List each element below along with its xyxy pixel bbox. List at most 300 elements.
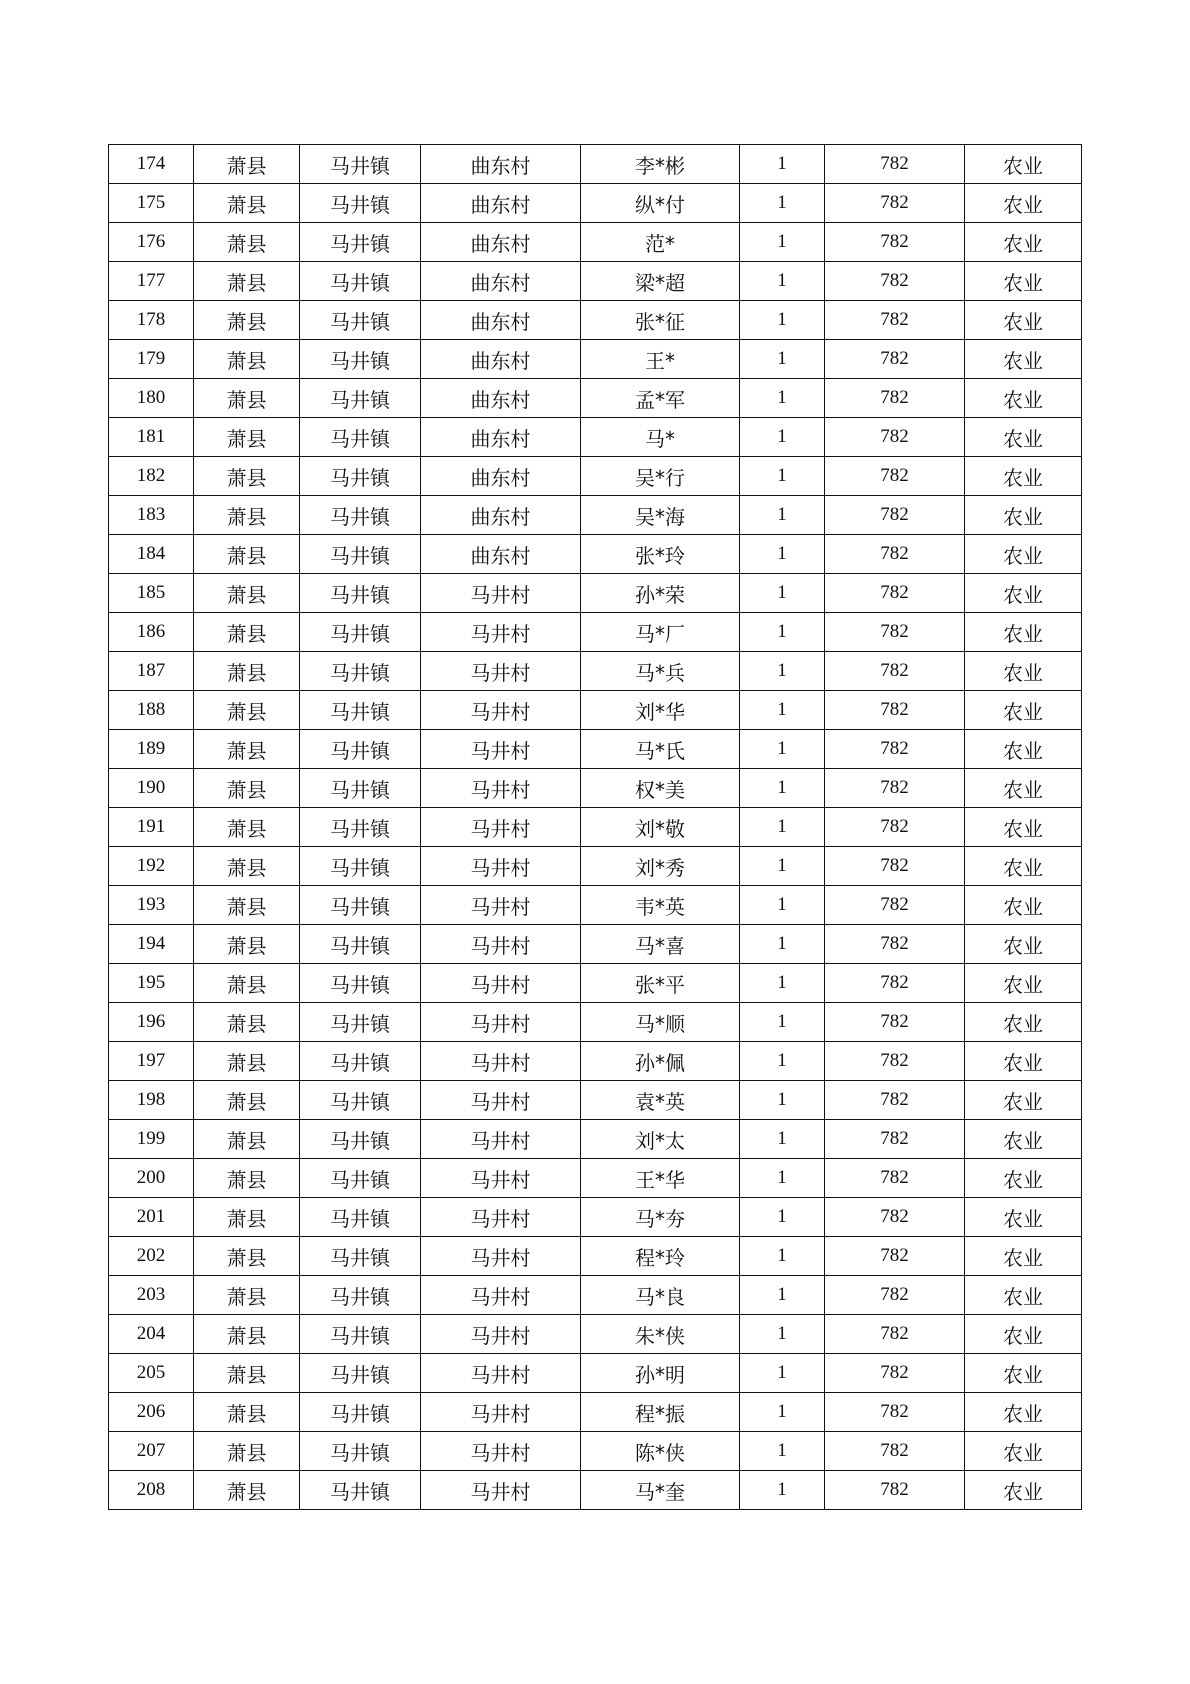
village-cell: 曲东村 bbox=[421, 145, 581, 184]
count-cell: 1 bbox=[740, 691, 825, 730]
name-cell: 朱*侠 bbox=[581, 1315, 740, 1354]
town-cell: 马井镇 bbox=[300, 1315, 421, 1354]
seq-cell: 181 bbox=[109, 418, 194, 457]
name-cell: 程*振 bbox=[581, 1393, 740, 1432]
table-row bbox=[109, 1315, 1082, 1354]
town-cell: 马井镇 bbox=[300, 730, 421, 769]
county-cell: 萧县 bbox=[194, 1432, 300, 1471]
count-cell: 1 bbox=[740, 457, 825, 496]
village-cell: 马井村 bbox=[421, 964, 581, 1003]
category-cell: 农业 bbox=[965, 652, 1082, 691]
name-cell: 马*喜 bbox=[581, 925, 740, 964]
name-cell: 马*氏 bbox=[581, 730, 740, 769]
table-row bbox=[109, 808, 1082, 847]
town-cell: 马井镇 bbox=[300, 1471, 421, 1510]
category-cell: 农业 bbox=[965, 847, 1082, 886]
amount-cell: 782 bbox=[825, 1315, 965, 1354]
count-cell: 1 bbox=[740, 1003, 825, 1042]
county-cell: 萧县 bbox=[194, 1471, 300, 1510]
category-cell: 农业 bbox=[965, 1432, 1082, 1471]
count-cell: 1 bbox=[740, 847, 825, 886]
count-cell: 1 bbox=[740, 223, 825, 262]
town-cell: 马井镇 bbox=[300, 652, 421, 691]
village-cell: 马井村 bbox=[421, 808, 581, 847]
table-row bbox=[109, 1471, 1082, 1510]
seq-cell: 185 bbox=[109, 574, 194, 613]
table-row bbox=[109, 574, 1082, 613]
county-cell: 萧县 bbox=[194, 457, 300, 496]
county-cell: 萧县 bbox=[194, 847, 300, 886]
count-cell: 1 bbox=[740, 1120, 825, 1159]
village-cell: 马井村 bbox=[421, 1003, 581, 1042]
village-cell: 马井村 bbox=[421, 1276, 581, 1315]
seq-cell: 189 bbox=[109, 730, 194, 769]
village-cell: 马井村 bbox=[421, 769, 581, 808]
county-cell: 萧县 bbox=[194, 730, 300, 769]
village-cell: 曲东村 bbox=[421, 418, 581, 457]
town-cell: 马井镇 bbox=[300, 1432, 421, 1471]
village-cell: 马井村 bbox=[421, 886, 581, 925]
count-cell: 1 bbox=[740, 1237, 825, 1276]
seq-cell: 183 bbox=[109, 496, 194, 535]
village-cell: 马井村 bbox=[421, 574, 581, 613]
table-row bbox=[109, 457, 1082, 496]
table-row bbox=[109, 886, 1082, 925]
village-cell: 马井村 bbox=[421, 1315, 581, 1354]
village-cell: 马井村 bbox=[421, 652, 581, 691]
county-cell: 萧县 bbox=[194, 1198, 300, 1237]
amount-cell: 782 bbox=[825, 730, 965, 769]
table-row bbox=[109, 964, 1082, 1003]
table-row bbox=[109, 1081, 1082, 1120]
category-cell: 农业 bbox=[965, 418, 1082, 457]
town-cell: 马井镇 bbox=[300, 301, 421, 340]
table-row bbox=[109, 1198, 1082, 1237]
category-cell: 农业 bbox=[965, 1276, 1082, 1315]
county-cell: 萧县 bbox=[194, 964, 300, 1003]
name-cell: 韦*英 bbox=[581, 886, 740, 925]
count-cell: 1 bbox=[740, 535, 825, 574]
county-cell: 萧县 bbox=[194, 925, 300, 964]
name-cell: 权*美 bbox=[581, 769, 740, 808]
table-row bbox=[109, 1159, 1082, 1198]
amount-cell: 782 bbox=[825, 379, 965, 418]
town-cell: 马井镇 bbox=[300, 379, 421, 418]
table-row bbox=[109, 769, 1082, 808]
town-cell: 马井镇 bbox=[300, 457, 421, 496]
count-cell: 1 bbox=[740, 1354, 825, 1393]
table-row bbox=[109, 730, 1082, 769]
table-row bbox=[109, 340, 1082, 379]
category-cell: 农业 bbox=[965, 184, 1082, 223]
amount-cell: 782 bbox=[825, 223, 965, 262]
village-cell: 马井村 bbox=[421, 1237, 581, 1276]
seq-cell: 195 bbox=[109, 964, 194, 1003]
county-cell: 萧县 bbox=[194, 262, 300, 301]
county-cell: 萧县 bbox=[194, 691, 300, 730]
amount-cell: 782 bbox=[825, 1042, 965, 1081]
town-cell: 马井镇 bbox=[300, 769, 421, 808]
name-cell: 刘*华 bbox=[581, 691, 740, 730]
town-cell: 马井镇 bbox=[300, 808, 421, 847]
amount-cell: 782 bbox=[825, 1159, 965, 1198]
village-cell: 曲东村 bbox=[421, 223, 581, 262]
village-cell: 曲东村 bbox=[421, 301, 581, 340]
name-cell: 王* bbox=[581, 340, 740, 379]
town-cell: 马井镇 bbox=[300, 1237, 421, 1276]
town-cell: 马井镇 bbox=[300, 1354, 421, 1393]
table-row bbox=[109, 262, 1082, 301]
seq-cell: 186 bbox=[109, 613, 194, 652]
county-cell: 萧县 bbox=[194, 340, 300, 379]
count-cell: 1 bbox=[740, 262, 825, 301]
amount-cell: 782 bbox=[825, 184, 965, 223]
table-row bbox=[109, 1042, 1082, 1081]
seq-cell: 179 bbox=[109, 340, 194, 379]
name-cell: 马*夯 bbox=[581, 1198, 740, 1237]
town-cell: 马井镇 bbox=[300, 964, 421, 1003]
county-cell: 萧县 bbox=[194, 418, 300, 457]
village-cell: 曲东村 bbox=[421, 340, 581, 379]
village-cell: 曲东村 bbox=[421, 262, 581, 301]
name-cell: 刘*太 bbox=[581, 1120, 740, 1159]
table-row bbox=[109, 301, 1082, 340]
amount-cell: 782 bbox=[825, 1276, 965, 1315]
town-cell: 马井镇 bbox=[300, 184, 421, 223]
amount-cell: 782 bbox=[825, 652, 965, 691]
table-row bbox=[109, 1276, 1082, 1315]
county-cell: 萧县 bbox=[194, 145, 300, 184]
town-cell: 马井镇 bbox=[300, 1159, 421, 1198]
seq-cell: 191 bbox=[109, 808, 194, 847]
name-cell: 梁*超 bbox=[581, 262, 740, 301]
category-cell: 农业 bbox=[965, 808, 1082, 847]
category-cell: 农业 bbox=[965, 1315, 1082, 1354]
county-cell: 萧县 bbox=[194, 301, 300, 340]
seq-cell: 187 bbox=[109, 652, 194, 691]
amount-cell: 782 bbox=[825, 340, 965, 379]
category-cell: 农业 bbox=[965, 379, 1082, 418]
town-cell: 马井镇 bbox=[300, 1120, 421, 1159]
count-cell: 1 bbox=[740, 340, 825, 379]
table-row bbox=[109, 613, 1082, 652]
amount-cell: 782 bbox=[825, 1393, 965, 1432]
town-cell: 马井镇 bbox=[300, 1276, 421, 1315]
name-cell: 张*平 bbox=[581, 964, 740, 1003]
roster-body bbox=[109, 145, 1082, 1510]
category-cell: 农业 bbox=[965, 574, 1082, 613]
table-row bbox=[109, 1354, 1082, 1393]
county-cell: 萧县 bbox=[194, 769, 300, 808]
count-cell: 1 bbox=[740, 769, 825, 808]
county-cell: 萧县 bbox=[194, 1081, 300, 1120]
category-cell: 农业 bbox=[965, 145, 1082, 184]
count-cell: 1 bbox=[740, 925, 825, 964]
amount-cell: 782 bbox=[825, 691, 965, 730]
name-cell: 刘*秀 bbox=[581, 847, 740, 886]
amount-cell: 782 bbox=[825, 964, 965, 1003]
count-cell: 1 bbox=[740, 964, 825, 1003]
seq-cell: 178 bbox=[109, 301, 194, 340]
county-cell: 萧县 bbox=[194, 613, 300, 652]
seq-cell: 204 bbox=[109, 1315, 194, 1354]
count-cell: 1 bbox=[740, 730, 825, 769]
amount-cell: 782 bbox=[825, 1120, 965, 1159]
name-cell: 王*华 bbox=[581, 1159, 740, 1198]
village-cell: 马井村 bbox=[421, 1393, 581, 1432]
county-cell: 萧县 bbox=[194, 652, 300, 691]
count-cell: 1 bbox=[740, 613, 825, 652]
count-cell: 1 bbox=[740, 1393, 825, 1432]
amount-cell: 782 bbox=[825, 886, 965, 925]
amount-cell: 782 bbox=[825, 1354, 965, 1393]
town-cell: 马井镇 bbox=[300, 691, 421, 730]
name-cell: 程*玲 bbox=[581, 1237, 740, 1276]
town-cell: 马井镇 bbox=[300, 847, 421, 886]
county-cell: 萧县 bbox=[194, 379, 300, 418]
category-cell: 农业 bbox=[965, 769, 1082, 808]
village-cell: 马井村 bbox=[421, 730, 581, 769]
count-cell: 1 bbox=[740, 1081, 825, 1120]
village-cell: 马井村 bbox=[421, 847, 581, 886]
table-row bbox=[109, 535, 1082, 574]
county-cell: 萧县 bbox=[194, 1042, 300, 1081]
town-cell: 马井镇 bbox=[300, 886, 421, 925]
amount-cell: 782 bbox=[825, 1432, 965, 1471]
name-cell: 马*顺 bbox=[581, 1003, 740, 1042]
amount-cell: 782 bbox=[825, 535, 965, 574]
town-cell: 马井镇 bbox=[300, 1393, 421, 1432]
seq-cell: 200 bbox=[109, 1159, 194, 1198]
town-cell: 马井镇 bbox=[300, 1042, 421, 1081]
category-cell: 农业 bbox=[965, 925, 1082, 964]
amount-cell: 782 bbox=[825, 262, 965, 301]
name-cell: 马*奎 bbox=[581, 1471, 740, 1510]
seq-cell: 192 bbox=[109, 847, 194, 886]
town-cell: 马井镇 bbox=[300, 574, 421, 613]
seq-cell: 177 bbox=[109, 262, 194, 301]
name-cell: 孙*荣 bbox=[581, 574, 740, 613]
town-cell: 马井镇 bbox=[300, 262, 421, 301]
name-cell: 孙*明 bbox=[581, 1354, 740, 1393]
county-cell: 萧县 bbox=[194, 1315, 300, 1354]
name-cell: 袁*英 bbox=[581, 1081, 740, 1120]
count-cell: 1 bbox=[740, 1198, 825, 1237]
amount-cell: 782 bbox=[825, 301, 965, 340]
category-cell: 农业 bbox=[965, 1003, 1082, 1042]
county-cell: 萧县 bbox=[194, 184, 300, 223]
village-cell: 马井村 bbox=[421, 925, 581, 964]
count-cell: 1 bbox=[740, 886, 825, 925]
amount-cell: 782 bbox=[825, 847, 965, 886]
count-cell: 1 bbox=[740, 301, 825, 340]
county-cell: 萧县 bbox=[194, 1159, 300, 1198]
category-cell: 农业 bbox=[965, 613, 1082, 652]
count-cell: 1 bbox=[740, 184, 825, 223]
name-cell: 纵*付 bbox=[581, 184, 740, 223]
county-cell: 萧县 bbox=[194, 535, 300, 574]
county-cell: 萧县 bbox=[194, 1276, 300, 1315]
name-cell: 范* bbox=[581, 223, 740, 262]
category-cell: 农业 bbox=[965, 1393, 1082, 1432]
table-row bbox=[109, 652, 1082, 691]
seq-cell: 196 bbox=[109, 1003, 194, 1042]
count-cell: 1 bbox=[740, 496, 825, 535]
category-cell: 农业 bbox=[965, 964, 1082, 1003]
amount-cell: 782 bbox=[825, 418, 965, 457]
town-cell: 马井镇 bbox=[300, 925, 421, 964]
category-cell: 农业 bbox=[965, 535, 1082, 574]
seq-cell: 193 bbox=[109, 886, 194, 925]
roster-table bbox=[108, 144, 1082, 1510]
category-cell: 农业 bbox=[965, 1081, 1082, 1120]
table-row bbox=[109, 1120, 1082, 1159]
seq-cell: 201 bbox=[109, 1198, 194, 1237]
name-cell: 孟*军 bbox=[581, 379, 740, 418]
village-cell: 马井村 bbox=[421, 1120, 581, 1159]
table-row bbox=[109, 691, 1082, 730]
county-cell: 萧县 bbox=[194, 808, 300, 847]
table-row bbox=[109, 379, 1082, 418]
town-cell: 马井镇 bbox=[300, 1198, 421, 1237]
village-cell: 曲东村 bbox=[421, 184, 581, 223]
seq-cell: 176 bbox=[109, 223, 194, 262]
village-cell: 马井村 bbox=[421, 1081, 581, 1120]
village-cell: 马井村 bbox=[421, 1432, 581, 1471]
town-cell: 马井镇 bbox=[300, 496, 421, 535]
name-cell: 张*征 bbox=[581, 301, 740, 340]
village-cell: 马井村 bbox=[421, 1198, 581, 1237]
town-cell: 马井镇 bbox=[300, 613, 421, 652]
town-cell: 马井镇 bbox=[300, 418, 421, 457]
amount-cell: 782 bbox=[825, 457, 965, 496]
category-cell: 农业 bbox=[965, 301, 1082, 340]
name-cell: 孙*佩 bbox=[581, 1042, 740, 1081]
table-row bbox=[109, 184, 1082, 223]
county-cell: 萧县 bbox=[194, 886, 300, 925]
seq-cell: 199 bbox=[109, 1120, 194, 1159]
name-cell: 马*良 bbox=[581, 1276, 740, 1315]
town-cell: 马井镇 bbox=[300, 223, 421, 262]
category-cell: 农业 bbox=[965, 223, 1082, 262]
table-row bbox=[109, 223, 1082, 262]
category-cell: 农业 bbox=[965, 496, 1082, 535]
table-row bbox=[109, 847, 1082, 886]
category-cell: 农业 bbox=[965, 886, 1082, 925]
county-cell: 萧县 bbox=[194, 223, 300, 262]
amount-cell: 782 bbox=[825, 769, 965, 808]
village-cell: 曲东村 bbox=[421, 457, 581, 496]
village-cell: 曲东村 bbox=[421, 496, 581, 535]
amount-cell: 782 bbox=[825, 1003, 965, 1042]
village-cell: 马井村 bbox=[421, 1042, 581, 1081]
name-cell: 马*厂 bbox=[581, 613, 740, 652]
village-cell: 马井村 bbox=[421, 1471, 581, 1510]
name-cell: 陈*侠 bbox=[581, 1432, 740, 1471]
name-cell: 李*彬 bbox=[581, 145, 740, 184]
category-cell: 农业 bbox=[965, 262, 1082, 301]
count-cell: 1 bbox=[740, 1159, 825, 1198]
town-cell: 马井镇 bbox=[300, 1081, 421, 1120]
seq-cell: 198 bbox=[109, 1081, 194, 1120]
village-cell: 马井村 bbox=[421, 1159, 581, 1198]
category-cell: 农业 bbox=[965, 1159, 1082, 1198]
village-cell: 马井村 bbox=[421, 1354, 581, 1393]
table-row bbox=[109, 418, 1082, 457]
count-cell: 1 bbox=[740, 808, 825, 847]
village-cell: 曲东村 bbox=[421, 379, 581, 418]
name-cell: 马*兵 bbox=[581, 652, 740, 691]
seq-cell: 208 bbox=[109, 1471, 194, 1510]
county-cell: 萧县 bbox=[194, 1003, 300, 1042]
county-cell: 萧县 bbox=[194, 1354, 300, 1393]
amount-cell: 782 bbox=[825, 613, 965, 652]
seq-cell: 207 bbox=[109, 1432, 194, 1471]
town-cell: 马井镇 bbox=[300, 145, 421, 184]
name-cell: 吴*行 bbox=[581, 457, 740, 496]
seq-cell: 180 bbox=[109, 379, 194, 418]
count-cell: 1 bbox=[740, 379, 825, 418]
seq-cell: 190 bbox=[109, 769, 194, 808]
amount-cell: 782 bbox=[825, 1198, 965, 1237]
county-cell: 萧县 bbox=[194, 1393, 300, 1432]
category-cell: 农业 bbox=[965, 1237, 1082, 1276]
seq-cell: 184 bbox=[109, 535, 194, 574]
category-cell: 农业 bbox=[965, 1120, 1082, 1159]
amount-cell: 782 bbox=[825, 574, 965, 613]
count-cell: 1 bbox=[740, 145, 825, 184]
table-row bbox=[109, 1432, 1082, 1471]
name-cell: 马* bbox=[581, 418, 740, 457]
amount-cell: 782 bbox=[825, 496, 965, 535]
county-cell: 萧县 bbox=[194, 496, 300, 535]
name-cell: 吴*海 bbox=[581, 496, 740, 535]
county-cell: 萧县 bbox=[194, 574, 300, 613]
seq-cell: 175 bbox=[109, 184, 194, 223]
amount-cell: 782 bbox=[825, 925, 965, 964]
count-cell: 1 bbox=[740, 652, 825, 691]
seq-cell: 206 bbox=[109, 1393, 194, 1432]
amount-cell: 782 bbox=[825, 1237, 965, 1276]
county-cell: 萧县 bbox=[194, 1120, 300, 1159]
amount-cell: 782 bbox=[825, 808, 965, 847]
category-cell: 农业 bbox=[965, 691, 1082, 730]
seq-cell: 197 bbox=[109, 1042, 194, 1081]
table-row bbox=[109, 145, 1082, 184]
count-cell: 1 bbox=[740, 574, 825, 613]
seq-cell: 182 bbox=[109, 457, 194, 496]
amount-cell: 782 bbox=[825, 1081, 965, 1120]
count-cell: 1 bbox=[740, 1042, 825, 1081]
category-cell: 农业 bbox=[965, 340, 1082, 379]
village-cell: 马井村 bbox=[421, 691, 581, 730]
amount-cell: 782 bbox=[825, 145, 965, 184]
town-cell: 马井镇 bbox=[300, 1003, 421, 1042]
amount-cell: 782 bbox=[825, 1471, 965, 1510]
table-row bbox=[109, 1237, 1082, 1276]
table-row bbox=[109, 925, 1082, 964]
count-cell: 1 bbox=[740, 1471, 825, 1510]
village-cell: 曲东村 bbox=[421, 535, 581, 574]
town-cell: 马井镇 bbox=[300, 340, 421, 379]
table-row bbox=[109, 1393, 1082, 1432]
count-cell: 1 bbox=[740, 418, 825, 457]
seq-cell: 188 bbox=[109, 691, 194, 730]
category-cell: 农业 bbox=[965, 1042, 1082, 1081]
count-cell: 1 bbox=[740, 1432, 825, 1471]
name-cell: 刘*敬 bbox=[581, 808, 740, 847]
category-cell: 农业 bbox=[965, 457, 1082, 496]
